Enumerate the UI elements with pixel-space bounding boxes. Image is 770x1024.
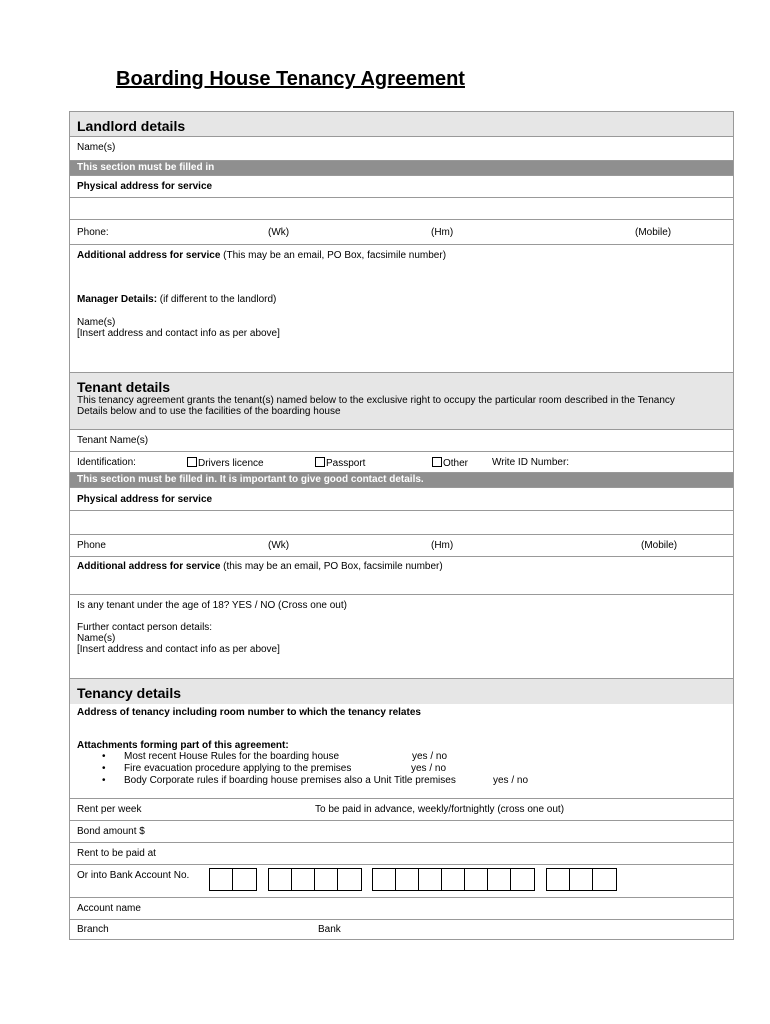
attachment-house-rules: Most recent House Rules for the boarding house (124, 751, 340, 762)
tenancy-heading: Tenancy details (77, 685, 182, 701)
landlord-header (70, 112, 733, 137)
document-title: Boarding House Tenancy Agreement (116, 68, 465, 90)
bullet-3: • (102, 775, 106, 786)
tenancy-address-block[interactable] (70, 704, 733, 799)
account-digit-box[interactable] (488, 869, 511, 890)
paid-in-advance-note: To be paid in advance, weekly/fortnightly (cross one out) (315, 804, 565, 815)
landlord-hm-label: (Hm) (431, 227, 454, 238)
tenant-must-fill-banner (70, 473, 733, 488)
further-insert-note: [Insert address and contact info as per above] (77, 644, 280, 655)
tenancy-form (69, 111, 734, 940)
under-18-question: Is any tenant under the age of 18? YES / NO (Cross one out) (77, 600, 347, 611)
branch-code-boxes[interactable] (268, 868, 362, 891)
drivers-licence-checkbox[interactable] (187, 457, 197, 467)
bank-digit-box[interactable] (233, 869, 256, 890)
attachment-fire-evacuation: Fire evacuation procedure applying to the premises (124, 763, 352, 774)
tenant-intro-line1: This tenancy agreement grants the tenant(s) named below to the exclusive right to occupy the particular room described in the Tenancy (77, 395, 675, 406)
landlord-physical-address-label: Physical address for service (77, 181, 213, 192)
attachment-house-rules-yn[interactable]: yes / no (412, 751, 448, 762)
further-names-label: Name(s) (77, 633, 116, 644)
suffix-boxes[interactable] (546, 868, 617, 891)
suffix-digit-box[interactable] (547, 869, 570, 890)
further-contact-label: Further contact person details: (77, 622, 213, 633)
suffix-digit-box[interactable] (570, 869, 593, 890)
tenant-further-contact-block[interactable] (70, 595, 733, 679)
tenant-intro-line2: Details below and to use the facilities of the boarding house (77, 406, 341, 417)
landlord-must-fill-banner (70, 161, 733, 176)
landlord-names-label: Name(s) (77, 142, 116, 153)
landlord-additional-address-block[interactable] (70, 245, 733, 373)
account-digit-box[interactable] (396, 869, 419, 890)
account-digit-box[interactable] (442, 869, 465, 890)
write-id-number-label: Write ID Number: (492, 457, 570, 468)
tenant-wk-label: (Wk) (268, 540, 290, 551)
account-digit-box[interactable] (511, 869, 534, 890)
tenant-heading: Tenant details (77, 379, 171, 395)
bond-amount-row[interactable] (70, 821, 733, 843)
tenant-hm-label: (Hm) (431, 540, 454, 551)
attachments-label: Attachments forming part of this agreement: (77, 740, 289, 751)
tenant-mobile-label: (Mobile) (641, 540, 678, 551)
account-digit-box[interactable] (465, 869, 488, 890)
landlord-additional-address: Additional address for service (This may be an email, PO Box, facsimile number) (77, 250, 447, 261)
tenancy-address-label: Address of tenancy including room number to which the tenancy relates (77, 707, 421, 718)
bank-label: Bank (318, 924, 341, 935)
drivers-licence-option[interactable]: Drivers licence (187, 457, 264, 470)
landlord-physical-address-row (70, 176, 733, 198)
tenant-phone-row[interactable] (70, 535, 733, 557)
tenant-names-label: Tenant Name(s) (77, 435, 149, 446)
passport-option[interactable]: Passport (315, 457, 365, 470)
landlord-physical-address-field[interactable] (70, 198, 733, 220)
bank-code-boxes[interactable] (209, 868, 257, 891)
branch-digit-box[interactable] (338, 869, 361, 890)
tenant-phone-label: Phone (77, 540, 106, 551)
account-name-label: Account name (77, 903, 141, 914)
bank-digit-box[interactable] (210, 869, 233, 890)
other-option[interactable]: Other (432, 457, 468, 470)
landlord-mobile-label: (Mobile) (635, 227, 672, 238)
bank-account-label: Or into Bank Account No. (77, 870, 190, 881)
rent-per-week-row[interactable] (70, 799, 733, 821)
landlord-phone-row[interactable] (70, 220, 733, 245)
identification-row (70, 452, 733, 473)
rent-paid-at-label: Rent to be paid at (77, 848, 156, 859)
tenant-must-fill-text: This section must be filled in. It is important to give good contact details. (77, 474, 424, 485)
branch-label: Branch (77, 924, 109, 935)
branch-bank-row[interactable] (70, 920, 733, 941)
rent-paid-at-row[interactable] (70, 843, 733, 865)
landlord-must-fill-text: This section must be filled in (77, 162, 215, 173)
branch-digit-box[interactable] (315, 869, 338, 890)
bullet-1: • (102, 751, 106, 762)
suffix-digit-box[interactable] (593, 869, 616, 890)
tenant-header (70, 373, 733, 430)
landlord-phone-label: Phone: (77, 227, 109, 238)
tenant-additional-address-row[interactable] (70, 557, 733, 595)
attachment-body-corporate: Body Corporate rules if boarding house premises also a Unit Title premises (124, 775, 456, 786)
passport-checkbox[interactable] (315, 457, 325, 467)
landlord-names-row[interactable] (70, 137, 733, 161)
landlord-wk-label: (Wk) (268, 227, 290, 238)
account-name-row[interactable] (70, 898, 733, 920)
branch-digit-box[interactable] (269, 869, 292, 890)
rent-per-week-label: Rent per week (77, 804, 142, 815)
account-digit-box[interactable] (419, 869, 442, 890)
attachment-fire-evacuation-yn[interactable]: yes / no (411, 763, 447, 774)
bond-amount-label: Bond amount $ (77, 826, 145, 837)
tenant-physical-address-label: Physical address for service (77, 494, 213, 505)
tenant-names-row[interactable] (70, 430, 733, 452)
tenant-additional-address: Additional address for service (this may be an email, PO Box, facsimile number) (77, 561, 443, 572)
attachment-body-corporate-yn[interactable]: yes / no (493, 775, 529, 786)
tenancy-header (70, 679, 733, 704)
manager-insert-note: [Insert address and contact info as per above] (77, 328, 280, 339)
branch-digit-box[interactable] (292, 869, 315, 890)
manager-details: Manager Details: (if different to the landlord) (77, 294, 277, 305)
tenant-physical-address-row (70, 488, 733, 511)
account-number-boxes[interactable] (372, 868, 535, 891)
account-digit-box[interactable] (373, 869, 396, 890)
manager-names-label: Name(s) (77, 317, 116, 328)
landlord-heading: Landlord details (77, 118, 186, 134)
other-checkbox[interactable] (432, 457, 442, 467)
identification-label: Identification: (77, 457, 136, 468)
tenant-physical-address-field[interactable] (70, 511, 733, 535)
bullet-2: • (102, 763, 106, 774)
bank-account-row (70, 865, 733, 898)
